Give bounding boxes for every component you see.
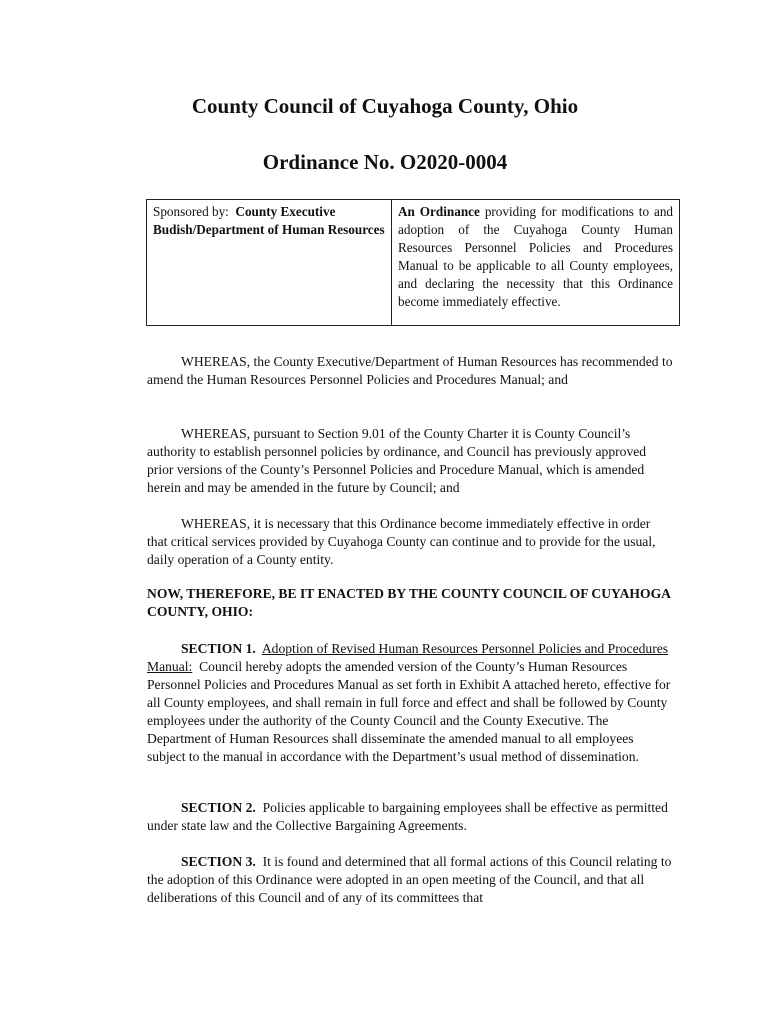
section-3-text: It is found and determined that all formal actions of this Council relating to the adoption of this Ordinance were adopted in an open meeting of the Council, and that all deliberations of this Council and of any of its committees that (147, 854, 672, 905)
section-2-label: SECTION 2. (181, 800, 256, 815)
enactment-clause: NOW, THEREFORE, BE IT ENACTED BY THE COUNTY COUNCIL OF CUYAHOGA COUNTY, OHIO: (147, 586, 671, 619)
whereas-paragraph-1: WHEREAS, the County Executive/Department of Human Resources has recommended to amend the Human Resources Personnel Policies and Procedures Manual; and (147, 354, 673, 387)
sponsor-table (146, 199, 680, 326)
ordinance-label: An Ordinance (398, 204, 480, 219)
council-title: County Council of Cuyahoga County, Ohio (191, 94, 579, 118)
sponsor-name: County Executive Budish/Department of Human Resources (153, 204, 385, 237)
ordinance-description-cell (392, 200, 680, 326)
section-2-text: Policies applicable to bargaining employees shall be effective as permitted under state law and the Collective Bargaining Agreements. (147, 800, 668, 833)
whereas-paragraph-3: WHEREAS, it is necessary that this Ordinance become immediately effective in order that critical services provided by Cuyahoga County can continue and to provide for the usual, daily operation of a County entity. (147, 516, 656, 567)
sponsored-by-label: Sponsored by: (153, 204, 229, 219)
sponsor-cell (147, 200, 392, 326)
section-3-label: SECTION 3. (181, 854, 256, 869)
section-1 (147, 640, 674, 766)
section-1-label: SECTION 1. (181, 641, 256, 656)
ordinance-number: Ordinance No. O2020-0004 (262, 150, 508, 174)
section-1-text: Council hereby adopts the amended version of the County’s Human Resources Personnel Policies and Procedures Manual as set forth in Exhibit A attached hereto, effective for all County employees, and shall remain in full force and effect and shall be followed by County employees under the authority of the County Council and the County Executive. The Department of Human Resources shall disseminate the amended manual to all employees subject to the manual in accordance with the Department’s usual method of dissemination. (147, 659, 671, 764)
section-3 (147, 853, 674, 907)
whereas-paragraph-2: WHEREAS, pursuant to Section 9.01 of the County Charter it is County Council’s authority to establish personnel policies by ordinance, and Council has previously approved prior versions of the County’s Personnel Policies and Procedure Manual, which is amended herein and may be amended in the future by Council; and (147, 426, 647, 495)
section-1-title: Adoption of Revised Human Resources Personnel Policies and Procedures Manual: (147, 641, 669, 674)
ordinance-description: providing for modifications to and adoption of the Cuyahoga County Human Resources Personnel Policies and Procedures Manual to be applicable to all County employees, and declaring the necessity that this Ordinance become immediately effective. (398, 204, 674, 309)
section-2 (147, 799, 674, 835)
